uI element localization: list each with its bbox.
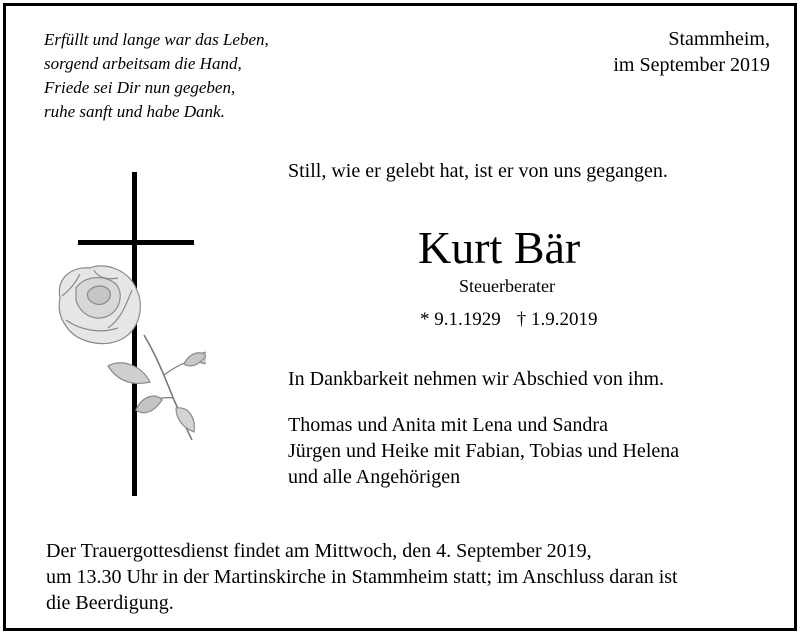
service-line: die Beerdigung. — [46, 592, 174, 614]
cross-rose-illustration — [46, 170, 206, 500]
profession: Steuerberater — [459, 276, 555, 296]
quote: Still, wie er gelebt hat, ist er von uns gegangen. — [288, 160, 668, 182]
mourner-line: Jürgen und Heike mit Fabian, Tobias und Helena — [288, 440, 680, 462]
place: Stammheim, — [668, 28, 770, 50]
poem-line: ruhe sanft und habe Dank. — [44, 102, 225, 121]
mourner-line: und alle Angehörigen — [288, 466, 461, 488]
mourners-list — [288, 412, 679, 490]
mourner-line: Thomas und Anita mit Lena und Sandra — [288, 414, 608, 436]
deceased-name: Kurt Bär — [418, 222, 581, 273]
poem-line: Friede sei Dir nun gegeben, — [44, 78, 236, 97]
poem-line: Erfüllt und lange war das Leben, — [44, 30, 269, 49]
thanks-line: In Dankbarkeit nehmen wir Abschied von ihm. — [288, 368, 665, 390]
birth-date: * 9.1.1929 — [420, 309, 501, 330]
service-line: Der Trauergottesdienst findet am Mittwoch, den 4. September 2019, — [46, 540, 592, 562]
service-info — [46, 538, 678, 616]
life-dates — [420, 309, 598, 331]
date: im September 2019 — [613, 54, 770, 76]
poem — [44, 28, 269, 124]
service-line: um 13.30 Uhr in der Martinskirche in Stammheim statt; im Anschluss daran ist — [46, 566, 678, 588]
place-date — [613, 26, 770, 78]
death-date: † 1.9.2019 — [516, 309, 598, 330]
poem-line: sorgend arbeitsam die Hand, — [44, 54, 242, 73]
